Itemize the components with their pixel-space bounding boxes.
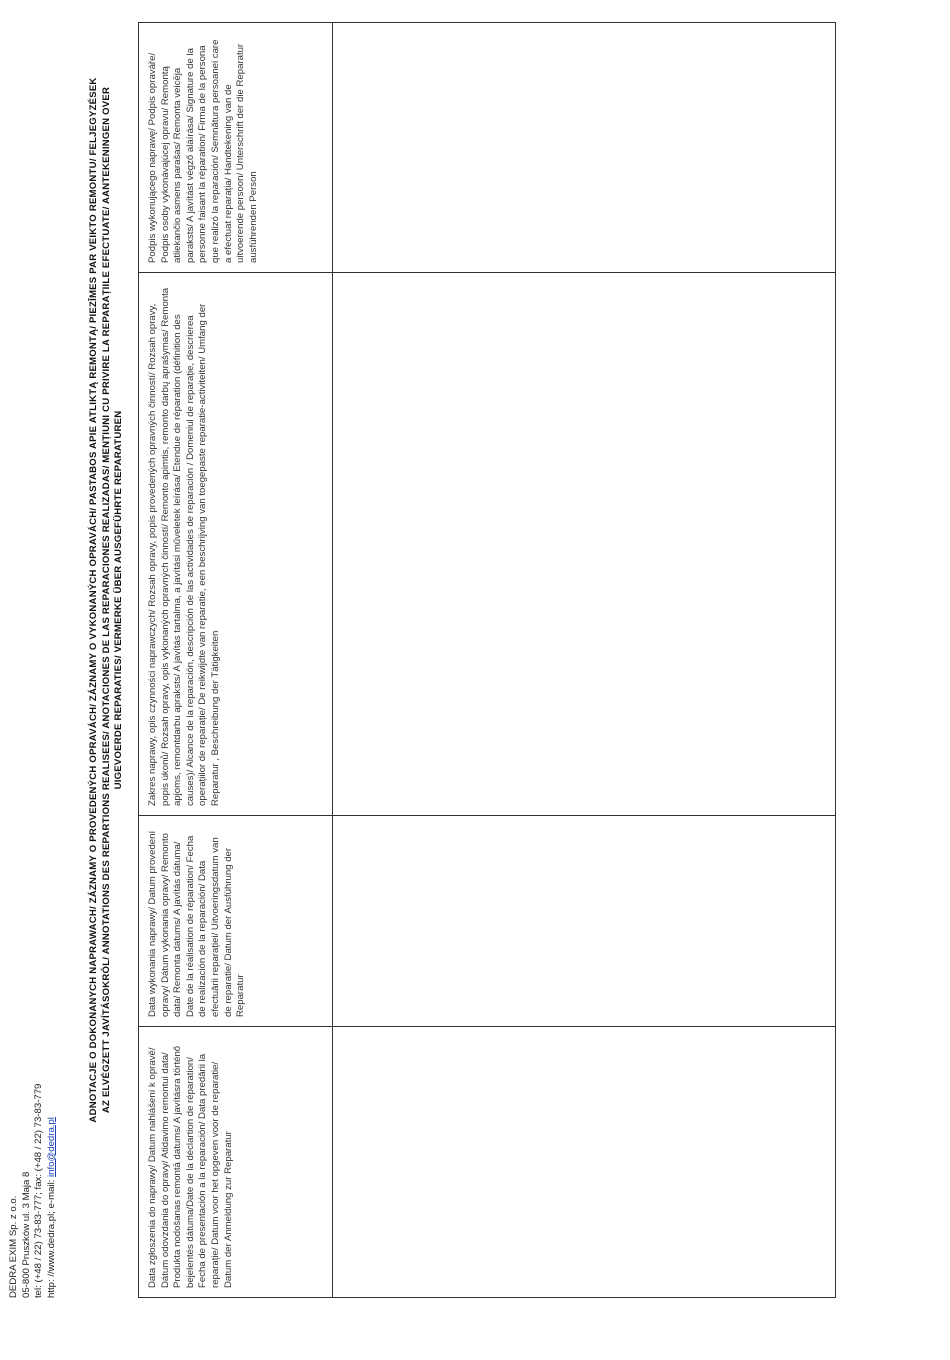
company-name: DEDRA EXIM Sp. z o.o. [8,1195,19,1298]
company-info [8,898,58,1298]
title-line-3: UIGEVOERDE REPARATIES/ VERMERKE ÜBER AUSGEFÜHRTE REPARATUREN [113,410,124,790]
company-phone: tel: (+48 / 22) 73-83-777; fax: (+48 / 22) 73-83-779 [33,1083,45,1298]
header-repair-scope: Zakres naprawy, opis czynności naprawczych/ Rozsah opravy, popis provedených opravných činností/ Rozsah opravy, popis úkonů/ Rozsah opravy, opis vykonaných opravných činností/ Remonto apimtis, remonto darbų aprašymas/ Remonta apjoms, remontdarbu apraksts/ A javítás tartalma, a javítási műveletek leírása/ Etendue de réparation (définition des causes)/ Alcance de la reparación, descripción de las actividades de reparación / Domeniul de reparație, descrierea operațiilor de reparație/ De reikwijdte van reparatie, een beschrijving van toegepaste reparatie-activiteiten/ Umfang der Reparatur , Beschreibung der Tätigkeiten [139,273,333,816]
repair-scope-cell[interactable] [333,273,836,816]
company-web-text: http: //www.dedra.pl; e-mail: [45,1176,57,1298]
title-line-2: AZ ELVÉGZETT JAVÍTÁSOKRÓL/ ANNOTATIONS DES REPARTIONS REALISEES/ ANOTACIONES DE LAS REPARACIONES REALIZADAS/ MENȚIUNI CU PRIVIRE LA REPARAȚIILE EFECTUATE/ AANTEKENINGEN OVER [100,86,112,1114]
table-row [333,23,836,1298]
title-line-1: ADNOTACJE O DOKONANYCH NAPRAWACH/ ZÁZNAMY O PROVEDENÝCH OPRAVÁCH/ ZÁZNAMY O VYKONANÝCH OPRAVÁCH/ PASTABOS APIE ATLIKTĄ REMONTĄ/ PIEZĪMES PAR VEIKTO REMONTU/ FELJEGYZÉSEK [88,77,99,1123]
repair-date-cell[interactable] [333,816,836,1027]
repair-records-table [138,22,836,1298]
report-date-cell[interactable] [333,1027,836,1298]
page-title [88,20,126,1180]
company-web [46,898,59,1298]
company-address: 05-800 Pruszków ul. 3 Maja 8 [20,1171,32,1298]
header-report-date: Data zgłoszenia do naprawy/ Datum nahlášení k opravě/ Dátum odovzdania do opravy/ Atidavimo remontui data/ Produkta nodošanas remontā datums/ A javításra történő bejelentés dátuma/Date de la déclartion de réparation/ Fecha de presentación a la reparación/ Data predării la reparație/ Datum voor het opgeven voor de reparatie/ Datum der Anmeldung zur Reparatur [139,1027,333,1298]
email-link[interactable]: info@dedra.pl [45,1117,57,1177]
table-header-row [139,23,333,1298]
signature-cell[interactable] [333,23,836,273]
header-repair-date: Data wykonania naprawy/ Datum provedení opravy/ Dátum vykonania opravy/ Remonto data/ Remonta datums/ A javítás dátuma/ Date de la réalisation de réparation/ Fecha de realización de la reparación/ Data efectuării reparației/ Uitvoeringsdatum van de reparatie/ Datum der Ausführung der Reparatur [139,816,333,1027]
header-signature: Podpis wykonującego naprawę/ Podpis opraváře/ Podpis osoby vykonávajúcej opravu/ Remontą atliekančio asmens parašas/ Remonta veicēja paraksts/ A javítást végző aláírása/ Signature de la personne faisant la réparation/ Firma de la persona que realizó la reparación/ Semnătura persoanei care a efectuat reparația/ Handtekening van de uitvoerende persoon/ Unterschrift der die Reparatur ausführenden Person [139,23,333,273]
